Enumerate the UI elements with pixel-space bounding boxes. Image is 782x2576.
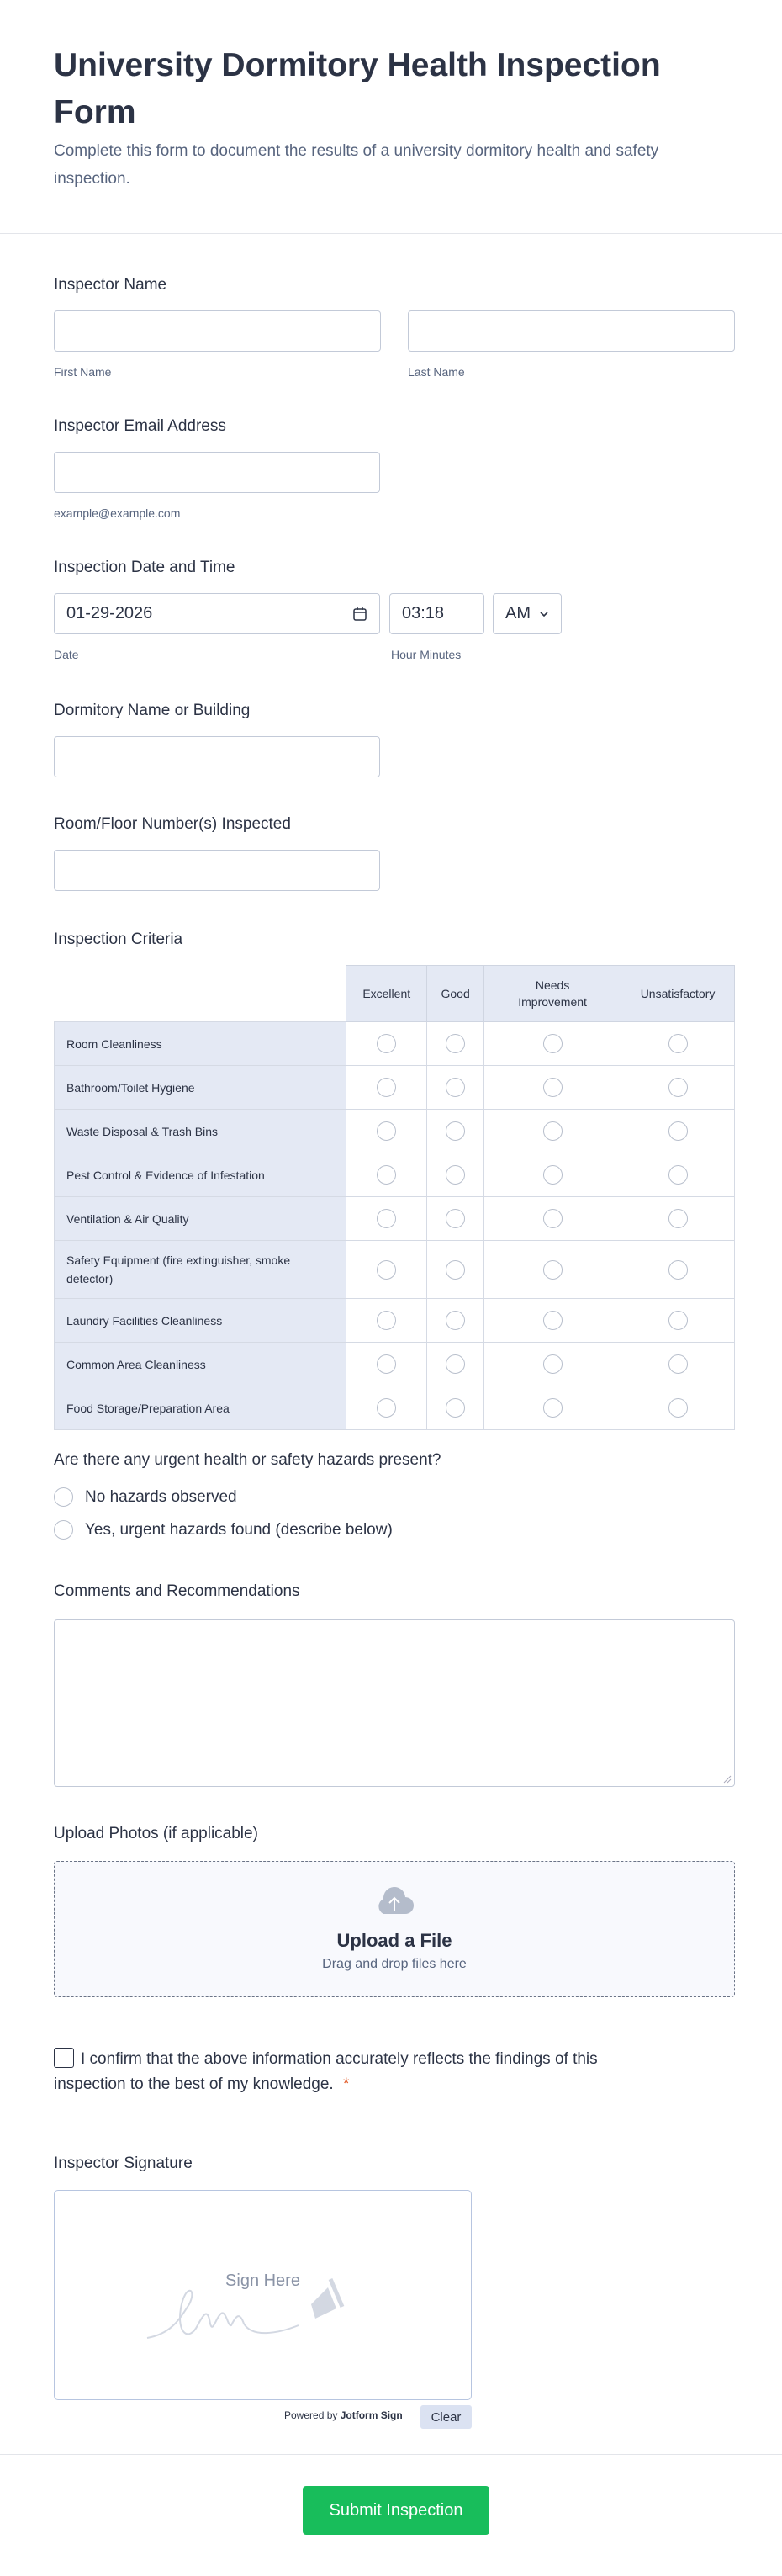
matrix-cell	[427, 1110, 484, 1153]
radio-button[interactable]	[377, 1398, 396, 1418]
matrix-cell	[621, 1066, 735, 1110]
matrix-cell	[427, 1153, 484, 1197]
matrix-cell	[484, 1386, 621, 1430]
matrix-cell	[346, 1386, 427, 1430]
required-asterisk: *	[342, 2075, 350, 2093]
row-label: Bathroom/Toilet Hygiene	[55, 1066, 346, 1110]
matrix-cell	[621, 1386, 735, 1430]
matrix-cell	[427, 1241, 484, 1299]
row-label: Laundry Facilities Cleanliness	[55, 1299, 346, 1343]
jotform-sign-brand: Jotform Sign	[340, 2409, 403, 2421]
email-sublabel: example@example.com	[54, 506, 181, 520]
radio-button[interactable]	[377, 1311, 396, 1330]
matrix-row	[55, 1386, 735, 1430]
matrix-cell	[484, 1197, 621, 1241]
matrix-cell	[427, 1299, 484, 1343]
clear-signature-button[interactable]: Clear	[420, 2405, 472, 2429]
radio-button[interactable]	[446, 1121, 465, 1141]
radio-button[interactable]	[377, 1354, 396, 1374]
matrix-cell	[346, 1299, 427, 1343]
matrix-cell	[484, 1153, 621, 1197]
signature-scribble-icon	[139, 2258, 391, 2351]
radio-button[interactable]	[377, 1121, 396, 1141]
matrix-row	[55, 1066, 735, 1110]
radio-button[interactable]	[54, 1487, 73, 1507]
dormitory-input[interactable]	[54, 736, 380, 777]
matrix-cell	[427, 1066, 484, 1110]
radio-button[interactable]	[668, 1121, 688, 1141]
radio-button[interactable]	[668, 1311, 688, 1330]
option-label: No hazards observed	[85, 1487, 237, 1506]
date-value: 01-29-2026	[66, 604, 153, 623]
confirm-checkbox[interactable]	[54, 2048, 74, 2068]
matrix-cell	[346, 1153, 427, 1197]
matrix-header-row	[55, 966, 735, 1022]
signature-label: Inspector Signature	[54, 2155, 193, 2172]
matrix-row	[55, 1299, 735, 1343]
matrix-cell	[621, 1299, 735, 1343]
radio-button[interactable]	[543, 1034, 563, 1053]
header-divider	[0, 233, 782, 234]
matrix-row	[55, 1343, 735, 1386]
radio-button[interactable]	[446, 1165, 465, 1185]
matrix-cell	[346, 1197, 427, 1241]
matrix-row	[55, 1153, 735, 1197]
time-input[interactable]: 03:18	[389, 593, 484, 634]
matrix-cell	[346, 1022, 427, 1066]
radio-button[interactable]	[446, 1311, 465, 1330]
radio-button[interactable]	[668, 1034, 688, 1053]
matrix-row	[55, 1197, 735, 1241]
radio-button[interactable]	[668, 1398, 688, 1418]
hazard-option-yes[interactable]	[54, 1520, 393, 1540]
matrix-cell	[621, 1022, 735, 1066]
radio-button[interactable]	[377, 1034, 396, 1053]
matrix-cell	[621, 1241, 735, 1299]
radio-button[interactable]	[543, 1209, 563, 1228]
radio-button[interactable]	[543, 1398, 563, 1418]
option-label: Yes, urgent hazards found (describe below)	[85, 1520, 393, 1539]
datetime-label: Inspection Date and Time	[54, 559, 235, 576]
radio-button[interactable]	[543, 1354, 563, 1374]
radio-button[interactable]	[377, 1209, 396, 1228]
criteria-matrix	[54, 965, 735, 1430]
criteria-label: Inspection Criteria	[54, 930, 183, 948]
matrix-row	[55, 1241, 735, 1299]
signature-pad[interactable]	[54, 2190, 472, 2400]
inspector-name-label: Inspector Name	[54, 276, 167, 294]
room-label: Room/Floor Number(s) Inspected	[54, 815, 291, 833]
matrix-cell	[484, 1241, 621, 1299]
matrix-cell	[484, 1110, 621, 1153]
time-sublabel: Hour Minutes	[391, 648, 462, 661]
matrix-cell	[346, 1110, 427, 1153]
column-header: Unsatisfactory	[621, 966, 735, 1022]
upload-title: Upload a File	[336, 1930, 452, 1951]
comments-textarea[interactable]	[54, 1619, 735, 1787]
email-input[interactable]	[54, 452, 380, 493]
matrix-cell	[621, 1343, 735, 1386]
radio-button[interactable]	[543, 1260, 563, 1280]
matrix-cell	[484, 1299, 621, 1343]
radio-button[interactable]	[446, 1260, 465, 1280]
row-label: Ventilation & Air Quality	[55, 1197, 346, 1241]
matrix-row	[55, 1110, 735, 1153]
matrix-row	[55, 1022, 735, 1066]
radio-button[interactable]	[377, 1078, 396, 1097]
ampm-select[interactable]	[493, 593, 562, 634]
matrix-cell	[484, 1066, 621, 1110]
ampm-value: AM	[505, 604, 531, 623]
date-sublabel: Date	[54, 648, 79, 661]
matrix-cell	[346, 1343, 427, 1386]
calendar-icon[interactable]	[352, 607, 367, 622]
radio-button[interactable]	[668, 1165, 688, 1185]
footer-divider	[0, 2454, 782, 2455]
matrix-cell	[621, 1153, 735, 1197]
last-name-input[interactable]	[408, 310, 735, 352]
resize-handle-icon[interactable]	[723, 1775, 732, 1784]
radio-button[interactable]	[446, 1078, 465, 1097]
radio-button[interactable]	[377, 1165, 396, 1185]
hazard-option-no[interactable]	[54, 1487, 237, 1507]
submit-button[interactable]: Submit Inspection	[303, 2486, 489, 2535]
radio-button[interactable]	[446, 1209, 465, 1228]
email-label: Inspector Email Address	[54, 417, 226, 435]
radio-button[interactable]	[446, 1354, 465, 1374]
matrix-cell	[484, 1343, 621, 1386]
radio-button[interactable]	[668, 1260, 688, 1280]
last-name-sublabel: Last Name	[408, 365, 465, 379]
upload-dropzone[interactable]	[54, 1861, 735, 1997]
radio-button[interactable]	[668, 1354, 688, 1374]
row-label: Pest Control & Evidence of Infestation	[55, 1153, 346, 1197]
radio-button[interactable]	[377, 1260, 396, 1280]
comments-label: Comments and Recommendations	[54, 1582, 300, 1600]
radio-button[interactable]	[446, 1398, 465, 1418]
row-label: Food Storage/Preparation Area	[55, 1386, 346, 1430]
upload-label: Upload Photos (if applicable)	[54, 1825, 258, 1842]
powered-by-text: Powered by	[284, 2409, 338, 2421]
form-description: Complete this form to document the results of a university dormitory health and safety inspection.	[54, 142, 659, 188]
row-label: Room Cleanliness	[55, 1022, 346, 1066]
first-name-input[interactable]	[54, 310, 381, 352]
radio-button[interactable]	[668, 1078, 688, 1097]
radio-button[interactable]	[54, 1520, 73, 1540]
row-label: Waste Disposal & Trash Bins	[55, 1110, 346, 1153]
matrix-cell	[427, 1197, 484, 1241]
confirm-field	[54, 2047, 659, 2097]
matrix-cell	[427, 1022, 484, 1066]
chevron-down-icon	[539, 611, 549, 617]
matrix-cell	[484, 1022, 621, 1066]
matrix-cell	[427, 1343, 484, 1386]
first-name-sublabel: First Name	[54, 365, 112, 379]
matrix-cell	[346, 1241, 427, 1299]
radio-button[interactable]	[668, 1209, 688, 1228]
radio-button[interactable]	[543, 1165, 563, 1185]
form-title: University Dormitory Health Inspection Form	[54, 47, 661, 130]
row-label: Common Area Cleanliness	[55, 1343, 346, 1386]
matrix-cell	[621, 1197, 735, 1241]
radio-button[interactable]	[543, 1078, 563, 1097]
column-header: Needs Improvement	[484, 966, 621, 1022]
sign-here-placeholder: Sign Here	[225, 2271, 300, 2290]
column-header: Excellent	[346, 966, 427, 1022]
dormitory-label: Dormitory Name or Building	[54, 702, 251, 719]
row-label: Safety Equipment (fire extinguisher, smoke detector)	[55, 1241, 346, 1299]
room-input[interactable]	[54, 850, 380, 891]
radio-button[interactable]	[446, 1034, 465, 1053]
radio-button[interactable]	[543, 1311, 563, 1330]
matrix-corner	[55, 966, 346, 1022]
powered-by	[284, 2409, 403, 2421]
date-input[interactable]	[54, 593, 380, 634]
column-header: Good	[427, 966, 484, 1022]
matrix-cell	[427, 1386, 484, 1430]
hazards-label: Are there any urgent health or safety hazards present?	[54, 1451, 441, 1469]
matrix-cell	[346, 1066, 427, 1110]
confirm-text: I confirm that the above information accurately reflects the findings of this inspection to the best of my knowledge.	[54, 2050, 598, 2093]
cloud-upload-icon	[373, 1885, 415, 1919]
matrix-cell	[621, 1110, 735, 1153]
radio-button[interactable]	[543, 1121, 563, 1141]
upload-hint: Drag and drop files here	[322, 1957, 467, 1971]
